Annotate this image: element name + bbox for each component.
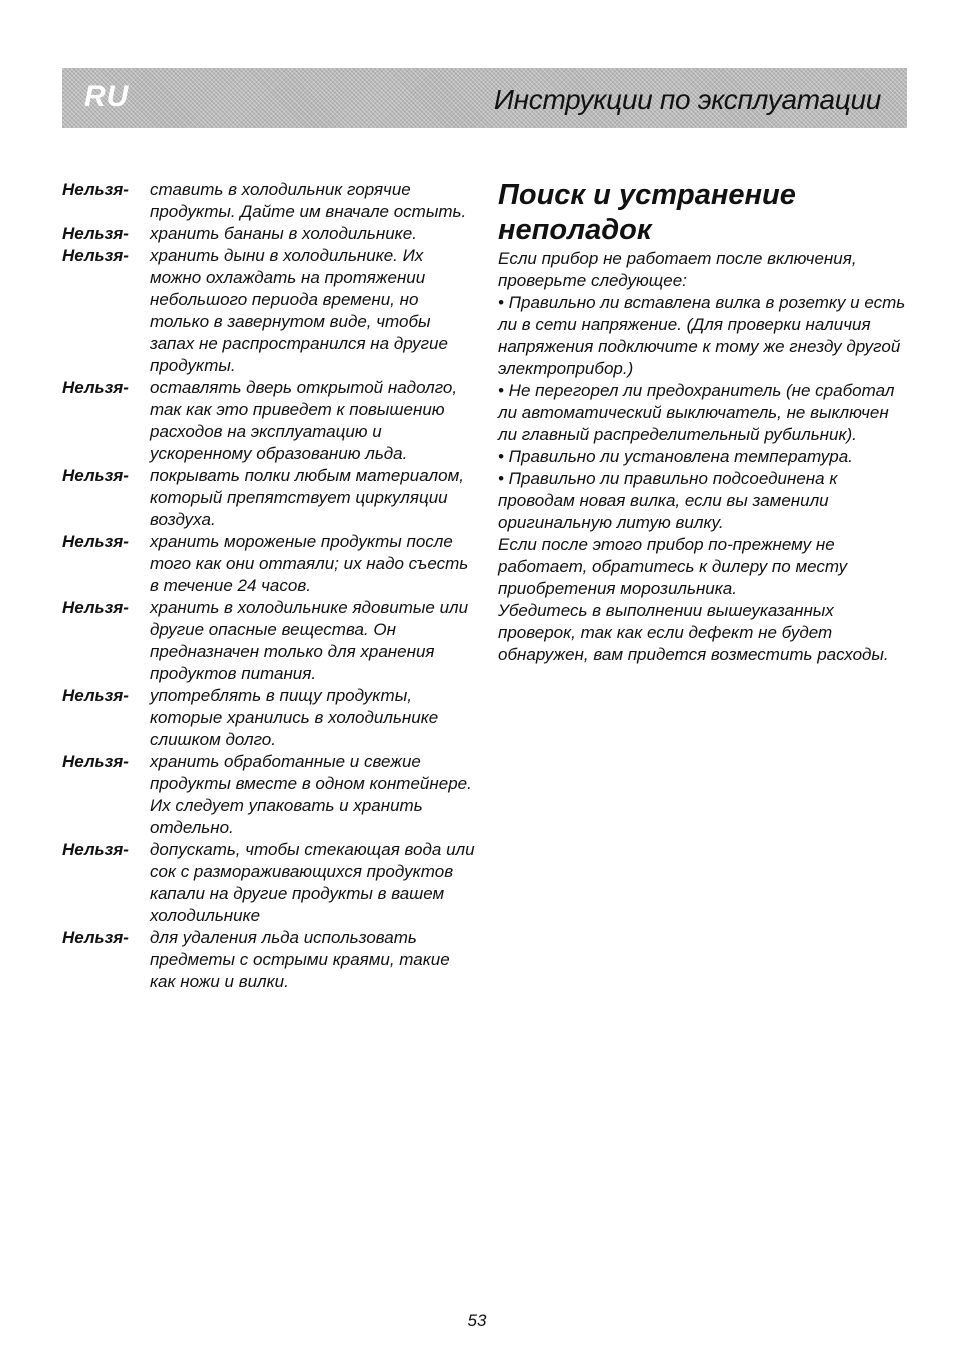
dont-entry: [62, 751, 477, 839]
dealer-advice: Если после этого прибор по-прежнему не работает, обратитесь к дилеру по месту приобретения морозильника.: [498, 535, 848, 598]
dont-label: Нельзя-: [62, 466, 129, 485]
dont-text: для удаления льда использовать предметы с острыми краями, такие как ножи и вилки.: [150, 928, 450, 991]
dont-label: Нельзя-: [62, 928, 129, 947]
troubleshooting-intro: Если прибор не работает после включения, проверьте следующее:: [498, 249, 857, 290]
check-item-temperature: • Правильно ли установлена температура.: [498, 447, 853, 466]
dont-label: Нельзя-: [62, 686, 129, 705]
donts-list: [62, 179, 477, 993]
dont-text: ставить в холодильник горячие продукты. Дайте им вначале остыть.: [150, 180, 467, 221]
dont-label: Нельзя-: [62, 378, 129, 397]
section-heading: Поиск и устранение неполадок: [498, 179, 796, 246]
dont-entry: [62, 597, 477, 685]
check-item-wiring: • Правильно ли правильно подсоединена к проводам новая вилка, если вы заменили оригинальную литую вилку.: [498, 469, 838, 532]
dont-entry: [62, 377, 477, 465]
language-code: RU: [84, 80, 130, 113]
dont-text: хранить в холодильнике ядовитые или другие опасные вещества. Он предназначен только для хранения продуктов питания.: [150, 598, 469, 683]
dont-label: Нельзя-: [62, 598, 129, 617]
dont-label: Нельзя-: [62, 532, 129, 551]
dont-text: допускать, чтобы стекающая вода или сок с размораживающихся продуктов капали на другие продукты в вашем холодильнике: [150, 840, 475, 925]
dont-entry: [62, 465, 477, 531]
page-number: 53: [467, 1311, 487, 1330]
page-header-banner: [62, 68, 907, 128]
dont-label: Нельзя-: [62, 246, 129, 265]
check-item-fuse: • Не перегорел ли предохранитель (не сработал ли автоматический выключатель, не выключен ли главный распределительный рубильник).: [498, 381, 895, 444]
dont-text: употреблять в пищу продукты, которые хранились в холодильнике слишком долго.: [150, 686, 439, 749]
check-item-plug: • Правильно ли вставлена вилка в розетку и есть ли в сети напряжение. (Для проверки наличия напряжения подключите к тому же гнезду другой электроприбор.): [498, 293, 906, 378]
dont-label: Нельзя-: [62, 752, 129, 771]
dont-entry: [62, 245, 477, 377]
dont-text: хранить бананы в холодильнике.: [150, 224, 417, 243]
dont-entry: [62, 839, 477, 927]
dont-label: Нельзя-: [62, 224, 129, 243]
dont-text: хранить обработанные и свежие продукты вместе в одном контейнере. Их следует упаковать и хранить отдельно.: [150, 752, 472, 837]
dont-text: хранить дыни в холодильнике. Их можно охлаждать на протяжении небольшого периода времени, но только в завернутом виде, чтобы запах не распространился на другие продукты.: [150, 246, 448, 375]
cost-warning: Убедитесь в выполнении вышеуказанных проверок, так как если дефект не будет обнаружен, вам придется возместить расходы.: [498, 601, 889, 664]
header-title: Инструкции по эксплуатации: [493, 84, 881, 115]
dont-label: Нельзя-: [62, 180, 129, 199]
dont-label: Нельзя-: [62, 840, 129, 859]
dont-text: оставлять дверь открытой надолго, так как это приведет к повышению расходов на эксплуатацию и ускоренному образованию льда.: [150, 378, 458, 463]
dont-entry: [62, 531, 477, 597]
dont-text: покрывать полки любым материалом, который препятствует циркуляции воздуха.: [150, 466, 464, 529]
dont-entry: [62, 927, 477, 993]
dont-entry: [62, 223, 477, 245]
troubleshooting-section: [498, 178, 910, 666]
dont-entry: [62, 179, 477, 223]
dont-text: хранить мороженые продукты после того как они оттаяли; их надо съесть в течение 24 часов.: [150, 532, 469, 595]
dont-entry: [62, 685, 477, 751]
